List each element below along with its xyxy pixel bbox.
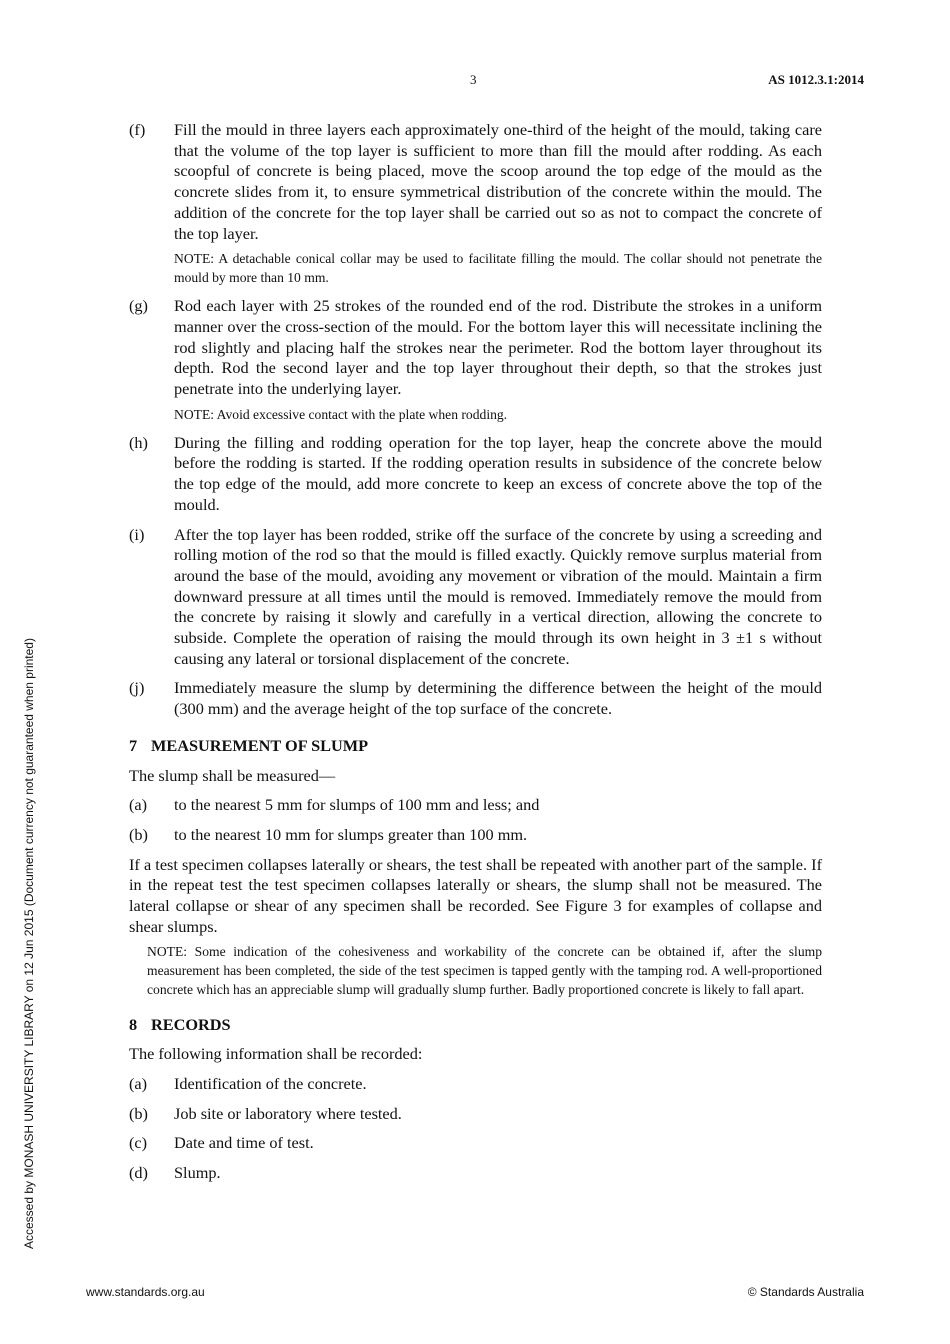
list-item — [129, 1074, 822, 1095]
item-text: Slump. — [174, 1163, 221, 1183]
item-label: (g) — [129, 296, 148, 316]
section-intro: The slump shall be measured— — [129, 765, 336, 785]
list-item — [129, 1163, 822, 1184]
item-text: During the filling and rodding operation for the top layer, heap the concrete above the mould before the rodding is started. If the rodding operation results in subsidence of the concrete below the top edge of the mould, add more concrete to keep an excess of concrete above the top of the mould. — [174, 432, 822, 514]
document-id: AS 1012.3.1:2014 — [768, 72, 864, 87]
access-watermark: Accessed by MONASH UNIVERSITY LIBRARY on 12 Jun 2015 (Document currency not guaranteed when printed) — [22, 638, 36, 1249]
item-label: (f) — [129, 120, 146, 139]
item-label: (a) — [129, 795, 148, 815]
list-item — [129, 825, 822, 846]
section-heading — [129, 1015, 822, 1036]
list-item — [129, 296, 822, 424]
section-number: 8 — [129, 1014, 138, 1034]
item-label: (d) — [129, 1163, 148, 1183]
list-item — [129, 433, 822, 516]
item-text: Rod each layer with 25 strokes of the rounded end of the rod. Distribute the strokes in a uniform manner over the cross-section of the mould. For the bottom layer this will necessitate inclining the rod slightly and placing half the strokes near the perimeter. Rod the bottom layer throughout its depth. Rod the second layer and the top layer throughout their depth, so that the strokes just penetrate into the underlying layer. — [174, 296, 822, 399]
item-note: NOTE: A detachable conical collar may be used to facilitate filling the mould. The collar should not penetrate the mould by more than 10 mm. — [174, 251, 822, 286]
item-note: NOTE: Avoid excessive contact with the plate when rodding. — [174, 406, 508, 422]
list-item — [129, 525, 822, 670]
item-text: Job site or laboratory where tested. — [174, 1103, 402, 1123]
section-title: RECORDS — [151, 1014, 231, 1034]
item-text: to the nearest 10 mm for slumps greater than 100 mm. — [174, 824, 528, 844]
page-content — [129, 120, 822, 1193]
section-title: MEASUREMENT OF SLUMP — [151, 735, 369, 755]
footer-website: www.standards.org.au — [86, 1285, 205, 1299]
item-text: Identification of the concrete. — [174, 1073, 367, 1093]
item-label: (j) — [129, 678, 145, 698]
section-note: NOTE: Some indication of the cohesiveness and workability of the concrete can be obtained if, after the slump measurement has been completed, the side of the test specimen is tapped gently with the tamping rod. A well-proportioned concrete which has an appreciable slump will gradually slump further. Badly proportioned concrete is likely to fall apart. — [147, 943, 822, 997]
item-text: to the nearest 5 mm for slumps of 100 mm and less; and — [174, 795, 540, 815]
page-number: 3 — [470, 72, 477, 87]
item-label: (a) — [129, 1073, 148, 1093]
section-paragraph: If a test specimen collapses laterally or shears, the test shall be repeated with another part of the sample. If in the repeat test the test specimen collapses laterally or shears, the slump shall not be measured. The lateral collapse or shear of any specimen shall be recorded. See Figure 3 for examples of collapse and shear slumps. — [129, 854, 822, 936]
item-text: Immediately measure the slump by determining the difference between the height of the mould (300 mm) and the average height of the top surface of the concrete. — [174, 678, 822, 719]
footer-copyright: © Standards Australia — [747, 1285, 864, 1299]
item-label: (b) — [129, 1103, 148, 1123]
list-item — [129, 1104, 822, 1125]
section-heading — [129, 736, 822, 757]
item-label: (b) — [129, 824, 148, 844]
item-label: (h) — [129, 432, 148, 452]
item-text: Fill the mould in three layers each approximately one-third of the height of the mould, taking care that the volume of the top layer is sufficient to more than fill the mould after rodding. As each scoopful of concrete is being placed, move the scoop around the top edge of the mould as the concrete slides from it, to ensure symmetrical distribution of the concrete within the mould. The addition of the concrete for the top layer shall be carried out so as not to compact the concrete of the top layer. — [174, 120, 822, 243]
list-item — [129, 120, 822, 287]
section-number: 7 — [129, 735, 138, 755]
item-label: (c) — [129, 1133, 148, 1153]
list-item — [129, 1133, 822, 1154]
list-item — [129, 795, 822, 816]
list-item — [129, 678, 822, 719]
item-text: After the top layer has been rodded, strike off the surface of the concrete by using a screeding and rolling motion of the rod so that the mould is filled exactly. Quickly remove surplus material from around the base of the mould, avoiding any movement or vibration of the mould. Maintain a firm downward pressure at all times until the mould is removed. Immediately remove the mould from the concrete by raising it slowly and carefully in a vertical direction, allowing the concrete to subside. Complete the operation of raising the mould through its own height in 3 ±1 s without causing any lateral or torsional displacement of the concrete. — [174, 524, 822, 668]
item-text: Date and time of test. — [174, 1133, 314, 1153]
section-intro: The following information shall be recorded: — [129, 1044, 423, 1064]
item-label: (i) — [129, 524, 145, 544]
